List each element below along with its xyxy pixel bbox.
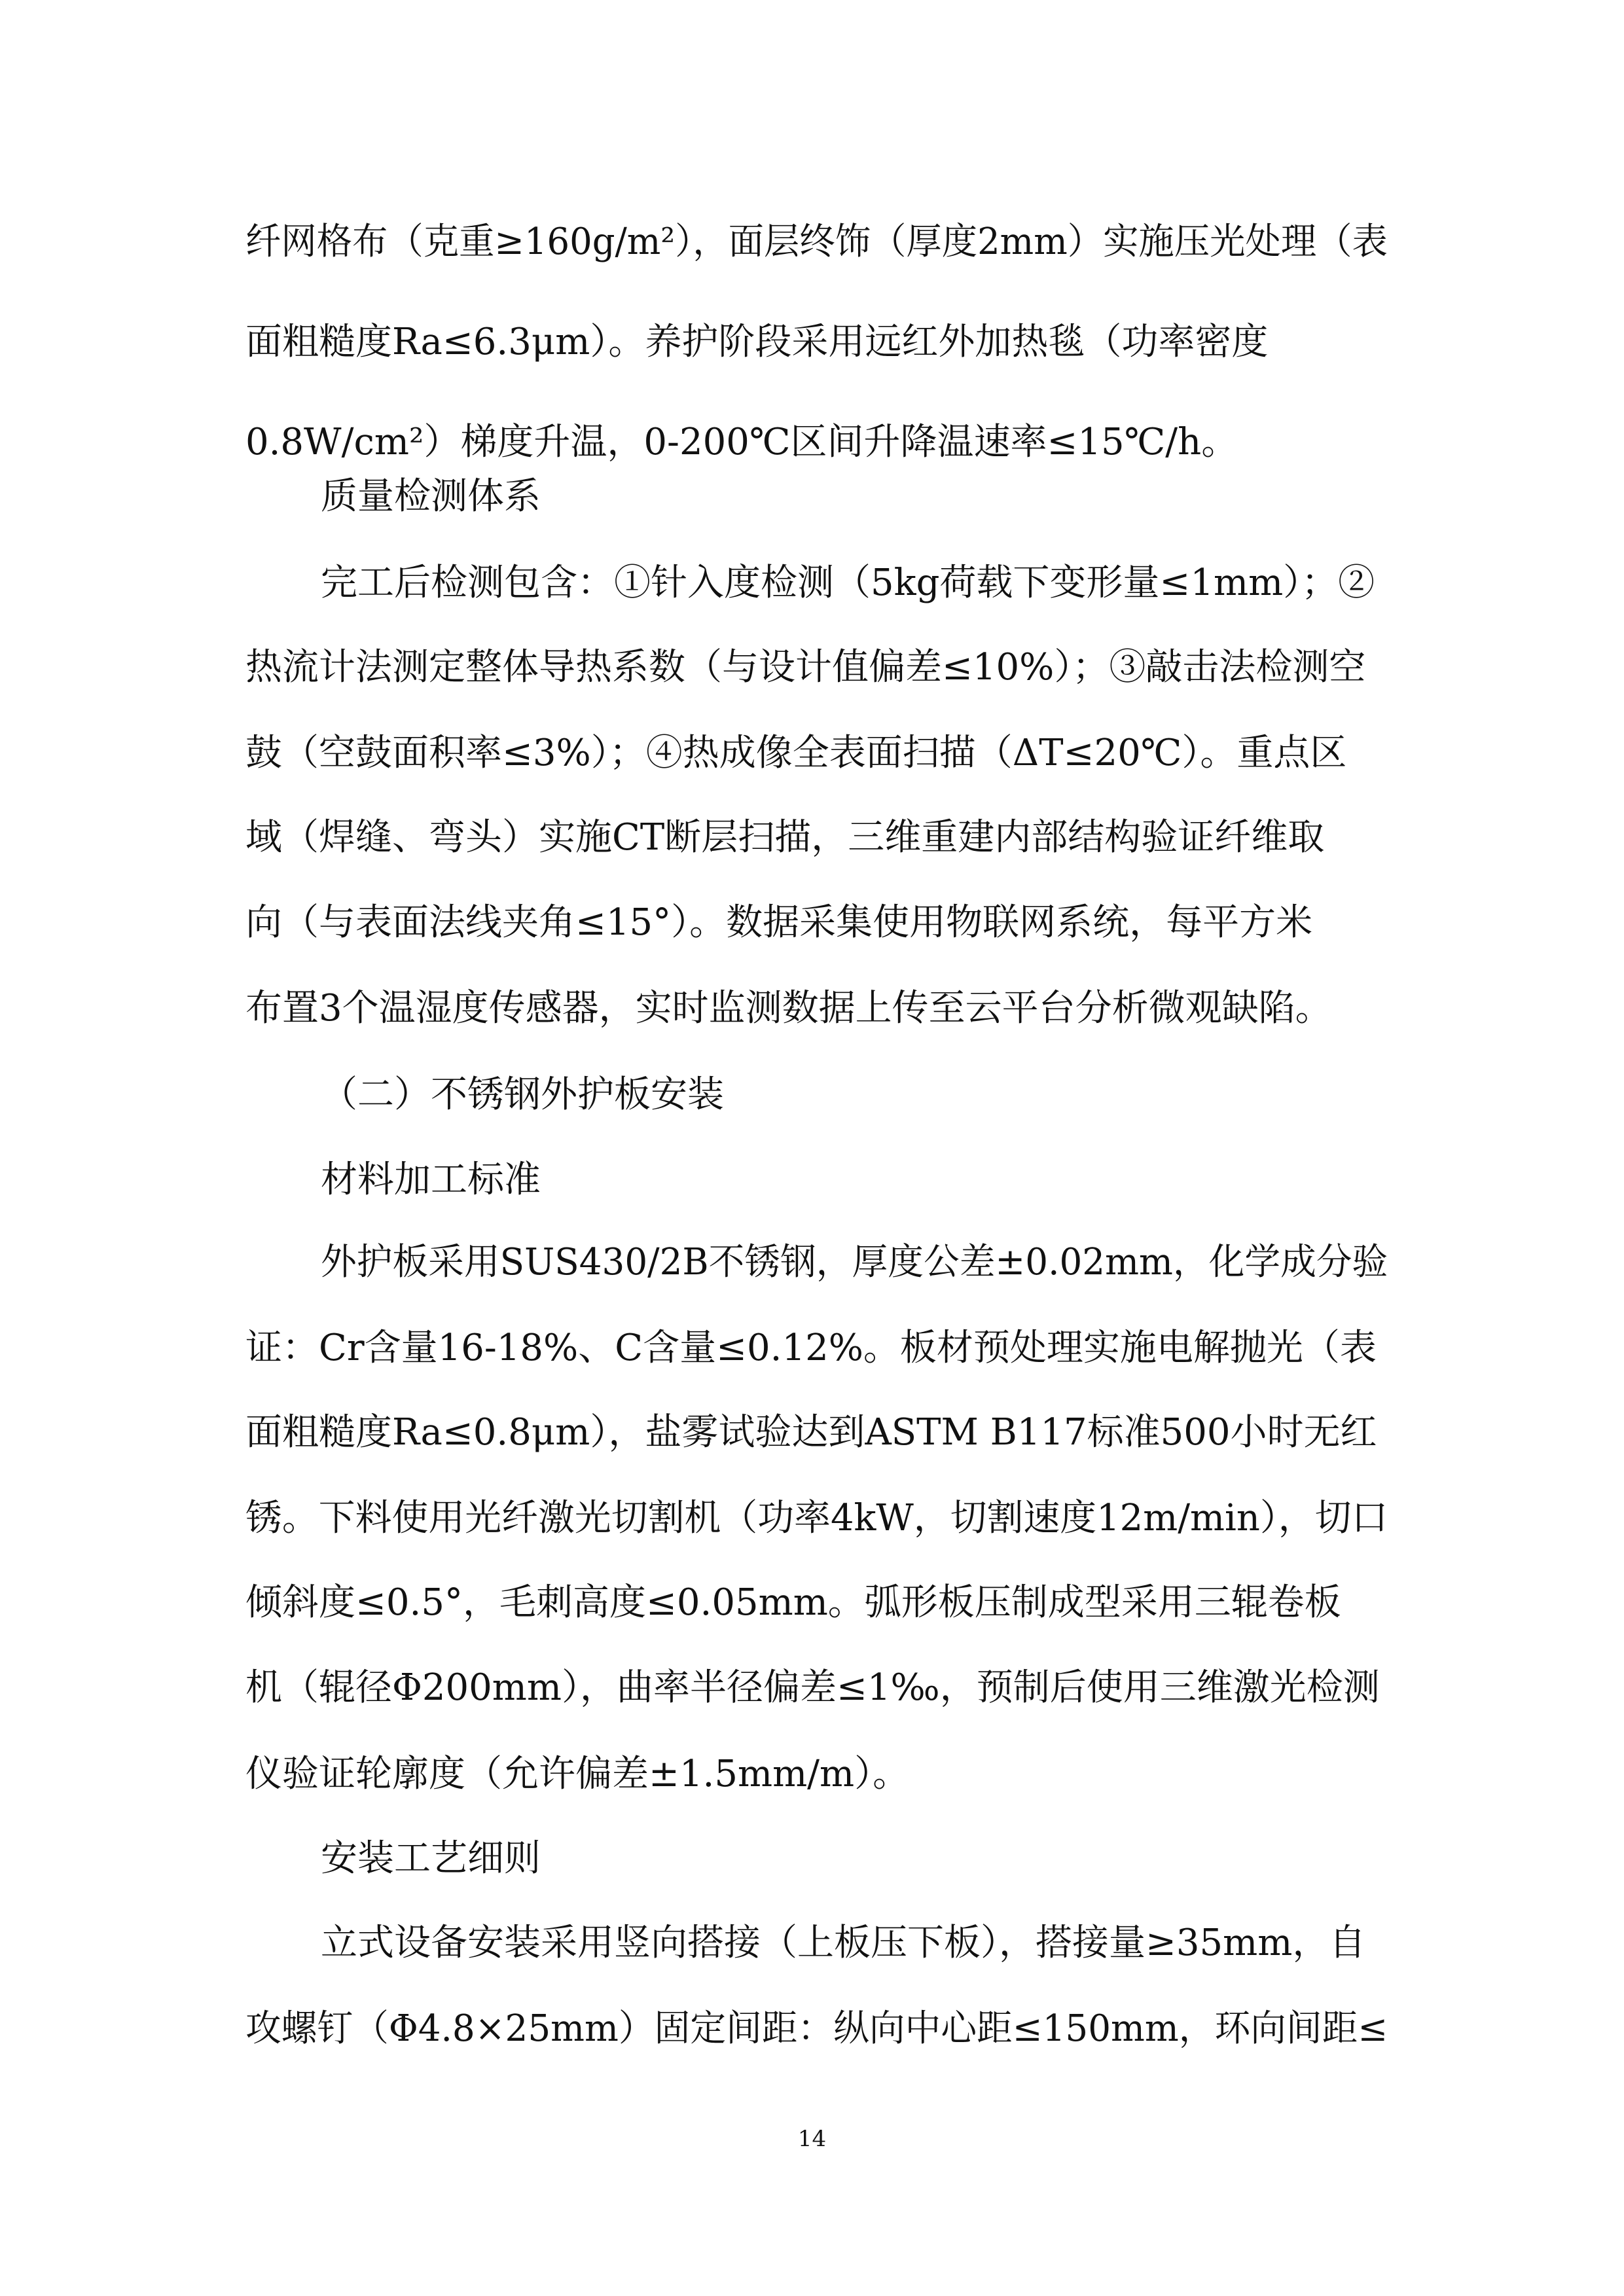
text-line: 证：Cr含量16-18%、C含量≤0.12%。板材预处理实施电解抛光（表: [245, 1327, 1377, 1369]
text-line: 攻螺钉（Φ4.8×25mm）固定间距：纵向中心距≤150mm，环向间距≤: [245, 2007, 1388, 2050]
text-line: 完工后检测包含：①针入度检测（5kg荷载下变形量≤1mm）；②: [321, 562, 1375, 604]
section-heading: 安装工艺细则: [321, 1837, 541, 1880]
text-line: 布置3个温湿度传感器，实时监测数据上传至云平台分析微观缺陷。: [245, 987, 1332, 1030]
text-line: 纤网格布（克重≥160g/m²），面层终饰（厚度2mm）实施压光处理（表: [245, 221, 1388, 263]
text-line: 仪验证轮廓度（允许偏差±1.5mm/m）。: [245, 1753, 910, 1795]
text-line: 锈。下料使用光纤激光切割机（功率4kW，切割速度12m/min），切口: [245, 1497, 1388, 1539]
section-heading: （二）不锈钢外护板安装: [321, 1073, 724, 1116]
text-line: 立式设备安装采用竖向搭接（上板压下板），搭接量≥35mm，自: [321, 1922, 1366, 1964]
text-line: 面粗糙度Ra≤0.8μm），盐雾试验达到ASTM B117标准500小时无红: [245, 1411, 1377, 1454]
text-line: 面粗糙度Ra≤6.3μm）。养护阶段采用远红外加热毯（功率密度: [245, 321, 1269, 363]
text-line: 鼓（空鼓面积率≤3%）；④热成像全表面扫描（ΔT≤20℃）。重点区: [245, 732, 1347, 774]
text-line: 机（辊径Φ200mm），曲率半径偏差≤1‰，预制后使用三维激光检测: [245, 1666, 1380, 1709]
page-number: 14: [797, 2126, 827, 2152]
text-line: 外护板采用SUS430/2B不锈钢，厚度公差±0.02mm，化学成分验: [321, 1241, 1388, 1283]
text-line: 向（与表面法线夹角≤15°）。数据采集使用物联网系统，每平方米: [245, 901, 1313, 944]
text-line: 0.8W/cm²）梯度升温，0-200℃区间升降温速率≤15℃/h。: [245, 421, 1238, 463]
section-heading: 质量检测体系: [321, 475, 541, 518]
text-line: 倾斜度≤0.5°，毛刺高度≤0.05mm。弧形板压制成型采用三辊卷板: [245, 1581, 1341, 1624]
text-line: 域（焊缝、弯头）实施CT断层扫描，三维重建内部结构验证纤维取: [245, 816, 1325, 859]
section-heading: 材料加工标准: [321, 1158, 541, 1201]
text-line: 热流计法测定整体导热系数（与设计值偏差≤10%）；③敲击法检测空: [245, 646, 1366, 689]
